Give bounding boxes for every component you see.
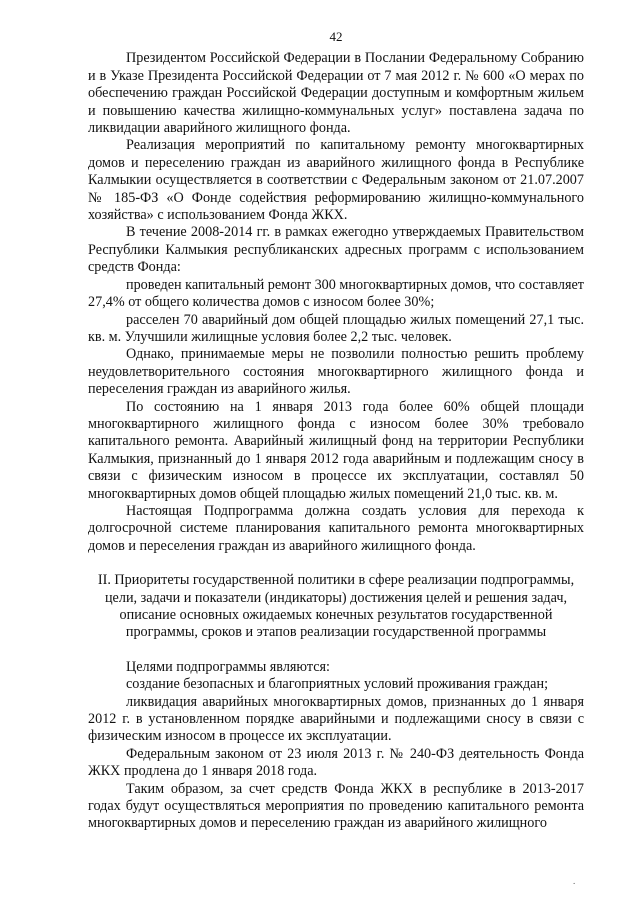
paragraph: ликвидация аварийных многоквартирных домов, признанных до 1 января 2012 г. в установленном порядке аварийными и подлежащими сносу в связи с физическим износом в процессе их эксплуатации.: [88, 693, 584, 745]
paragraph: Таким образом, за счет средств Фонда ЖКХ в республике в 2013-2017 годах будут осуществляться мероприятия по проведению капитального ремонта многоквартирных домов и переселению граждан из аварийного жилищного: [88, 780, 584, 832]
paragraph: Федеральным законом от 23 июля 2013 г. № 240-ФЗ деятельность Фонда ЖКХ продлена до 1 января 2018 года.: [88, 745, 584, 780]
paragraph: расселен 70 аварийный дом общей площадью жилых помещений 27,1 тыс. кв. м. Улучшили жилищные условия более 2,2 тыс. человек.: [88, 311, 584, 345]
paragraph: Однако, принимаемые меры не позволили полностью решить проблему неудовлетворительного состояния многоквартирного жилищного фонда и переселения граждан из аварийного жилья.: [88, 346, 584, 398]
paragraph: Реализация мероприятий по капитальному ремонту многоквартирных домов и переселению граждан из аварийного жилищного фонда в Республике Калмыкии осуществляется в соответствии с Федеральным законом от 21.07.2007 № 185-ФЗ «О Фонде содействия реформированию жилищно-коммунального хозяйства» с использованием Фонда ЖКХ.: [88, 137, 584, 224]
intro-section: [88, 50, 584, 555]
paragraph: Президентом Российской Федерации в Послании Федеральному Собранию и в Указе Президента Российской Федерации от 7 мая 2012 г. № 600 «О мерах по обеспечению граждан Российской Федерации доступным и комфортным жильем и повышению качества жилищно-коммунальных услуг» поставлена задача по ликвидации аварийного жилищного фонда.: [88, 50, 584, 137]
paragraph: Целями подпрограммы являются:: [126, 658, 330, 675]
document-page: [88, 28, 584, 833]
paragraph: проведен капитальный ремонт 300 многоквартирных домов, что составляет 27,4% от общего количества домов с износом более 30%;: [88, 276, 584, 311]
paragraph: В течение 2008-2014 гг. в рамках ежегодно утверждаемых Правительством Республики Калмыкия республиканских адресных программ с использованием средств Фонда:: [88, 224, 584, 276]
goals-section: [88, 659, 584, 833]
paragraph: создание безопасных и благоприятных условий проживания граждан;: [126, 676, 549, 693]
section-heading: II. Приоритеты государственной политики в сфере реализации подпрограммы, цели, задачи и показатели (индикаторы) достижения целей и решения задач, описание основных ожидаемых конечных результатов государственной программы, сроков и этапов реализации государственной программы: [97, 572, 575, 641]
paragraph: Настоящая Подпрограмма должна создать условия для перехода к долгосрочной системе планирования капитального ремонта многоквартирных домов и переселения граждан из аварийного жилищного фонда.: [88, 502, 584, 554]
scan-mark: .: [573, 876, 576, 886]
page-number: 42: [329, 29, 343, 44]
paragraph: По состоянию на 1 января 2013 года более 60% общей площади многоквартирного жилищного фонда с износом более 30% требовало капитального ремонта. Аварийный жилищный фонд на территории Республики Калмыкия, признанный до 1 января 2012 года аварийным и подлежащим сносу в связи с физическим износом в процессе их эксплуатации, составлял 50 многоквартирных домов общей площадью жилых помещений 21,0 тыс. кв. м.: [88, 398, 584, 502]
